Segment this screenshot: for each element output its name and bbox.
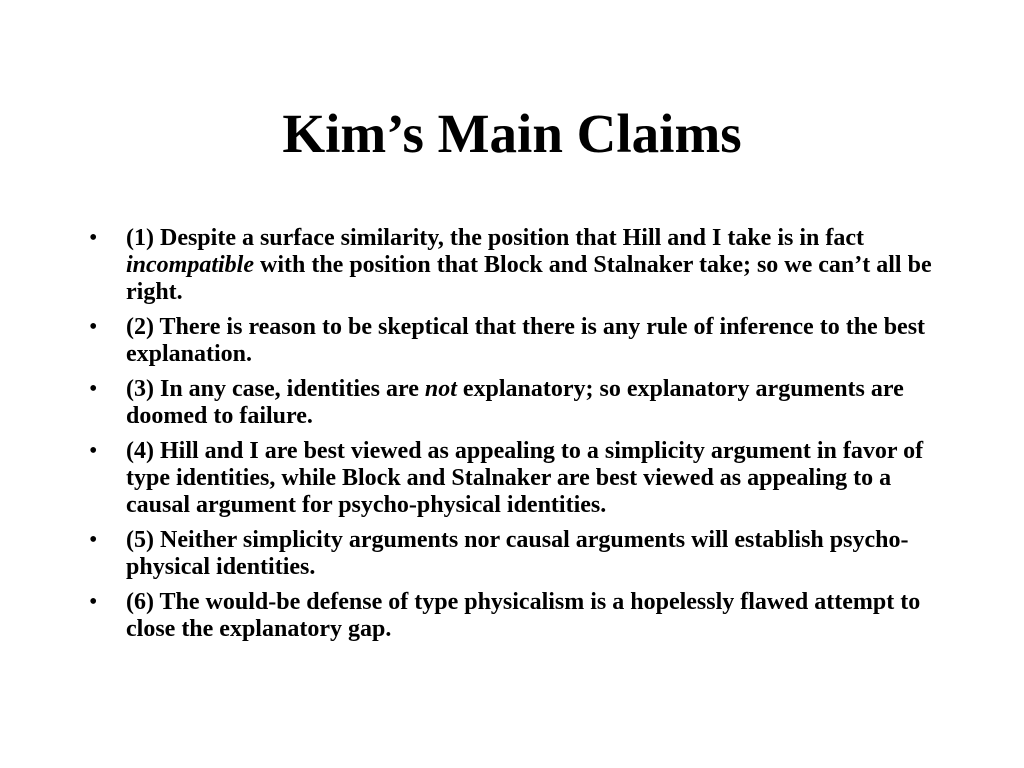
claim-5	[89, 527, 956, 581]
claim-5-text: (5) Neither simplicity arguments nor causal arguments will establish psycho-physical identities.	[126, 527, 909, 580]
claim-1-text-end: with the position that Block and Stalnaker take; so we can’t all be right.	[126, 252, 932, 305]
bullet-icon: •	[89, 438, 98, 464]
bullet-icon: •	[89, 589, 98, 615]
bullet-icon: •	[89, 376, 98, 402]
claim-1-text-start: (1) Despite a surface similarity, the position that Hill and I take is in fact	[126, 225, 864, 251]
claim-3-text-start: (3) In any case, identities are	[126, 376, 425, 402]
claim-4	[89, 438, 956, 519]
slide-title: Kim’s Main Claims	[282, 103, 742, 164]
claim-6-text: (6) The would-be defense of type physicalism is a hopelessly flawed attempt to close the explanatory gap.	[126, 589, 921, 642]
bullet-icon: •	[89, 314, 98, 340]
claim-3-text-end: explanatory; so explanatory arguments are doomed to failure.	[126, 376, 904, 429]
claim-3	[89, 376, 956, 430]
claim-2-text: (2) There is reason to be skeptical that there is any rule of inference to the best explanation.	[126, 314, 926, 367]
claim-1-emphasis: incompatible	[126, 252, 254, 278]
claim-1	[89, 225, 956, 306]
claim-2	[89, 314, 956, 368]
bullet-icon: •	[89, 225, 98, 251]
claim-6	[89, 589, 956, 643]
claim-3-emphasis: not	[424, 376, 457, 402]
bullet-icon: •	[89, 527, 98, 553]
claims-list	[89, 225, 956, 651]
claim-4-text: (4) Hill and I are best viewed as appealing to a simplicity argument in favor of type identities, while Block and Stalnaker are best viewed as appealing to a causal argument for psycho-physical identities.	[126, 438, 924, 518]
